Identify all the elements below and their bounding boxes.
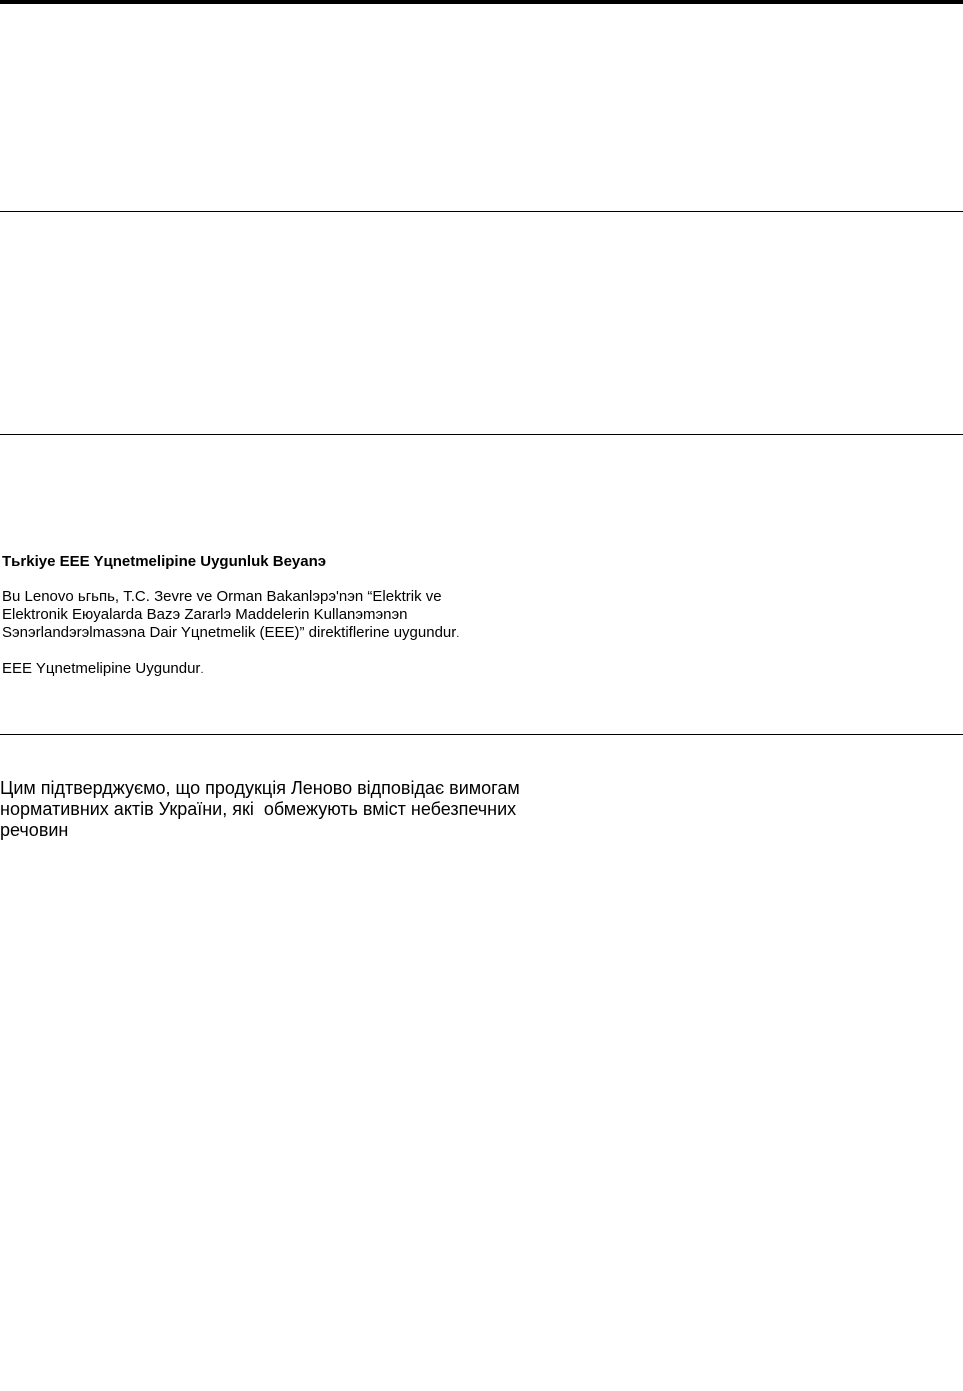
section-divider-2 <box>0 434 963 435</box>
section-divider-3 <box>0 734 963 735</box>
ukraine-rohs-line-1: Цим підтверджуємо, що продукція Леново відповідає вимогам <box>0 778 520 798</box>
turkey-eee-paragraph-line-3-text: Sэnэrlandэrэlmasэna Dair Yцnetmelik (EEE)” direktiflerine uygundur <box>2 624 457 641</box>
turkey-eee-paragraph-end: . <box>456 628 460 640</box>
turkey-eee-conformity <box>2 660 622 679</box>
turkey-eee-paragraph-line-1: Bu Lenovo ьгьпь, T.C. Зevre ve Orman Bakanlэрэ'nэn “Elektrik ve <box>2 588 442 605</box>
turkey-eee-heading: Tьrkiye EEE Yцnetmelipine Uygunluk Beyanэ <box>2 553 327 570</box>
turkey-eee-paragraph-line-2: Elektronik Eюyalarda Bazэ Zararlэ Maddelerin Kullanэmэnэn <box>2 606 408 623</box>
turkey-eee-paragraph-line-3 <box>2 624 622 643</box>
top-rule <box>0 0 963 4</box>
turkey-eee-paragraph <box>2 588 622 643</box>
turkey-eee-conformity-end: . <box>200 664 204 676</box>
ukraine-rohs-line-3: речовин <box>0 820 69 840</box>
ukraine-rohs-section <box>0 778 640 841</box>
turkey-eee-conformity-text: EEE Yцnetmelipine Uygundur <box>2 660 201 677</box>
ukraine-rohs-line-2: нормативних актів України, які обмежують вміст небезпечних <box>0 799 517 819</box>
turkey-eee-section <box>2 553 622 679</box>
section-divider-1 <box>0 211 963 212</box>
